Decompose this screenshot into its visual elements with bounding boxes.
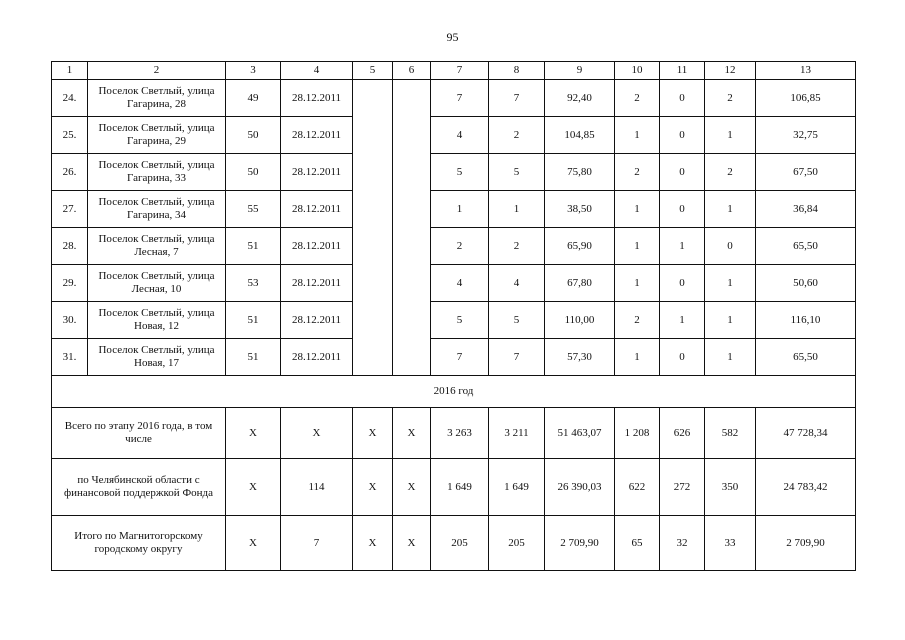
cell-col12: 1 (705, 117, 756, 154)
total-cell: 3 263 (431, 408, 489, 459)
cell-col3: 49 (226, 80, 281, 117)
table-row (52, 339, 856, 376)
cell-col13: 65,50 (756, 228, 856, 265)
row-number: 26. (52, 154, 88, 191)
cell-col8: 5 (489, 154, 545, 191)
total-row (52, 459, 856, 516)
total-cell: 622 (615, 459, 660, 516)
table-row (52, 191, 856, 228)
total-cell: X (393, 408, 431, 459)
cell-col9: 75,80 (545, 154, 615, 191)
address-cell: Поселок Светлый, улица Новая, 12 (88, 302, 226, 339)
cell-col10: 1 (615, 265, 660, 302)
cell-col8: 2 (489, 117, 545, 154)
total-cell: 32 (660, 516, 705, 571)
cell-col10: 2 (615, 154, 660, 191)
cell-col11: 0 (660, 339, 705, 376)
cell-col10: 2 (615, 302, 660, 339)
total-cell: 33 (705, 516, 756, 571)
header-cell: 13 (756, 62, 856, 80)
total-cell: X (393, 459, 431, 516)
total-cell: X (226, 408, 281, 459)
address-cell: Поселок Светлый, улица Гагарина, 33 (88, 154, 226, 191)
cell-col9: 57,30 (545, 339, 615, 376)
total-cell: 65 (615, 516, 660, 571)
cell-date: 28.12.2011 (281, 117, 353, 154)
table-row (52, 265, 856, 302)
total-cell: 1 208 (615, 408, 660, 459)
row-number: 31. (52, 339, 88, 376)
total-row (52, 516, 856, 571)
row-number: 30. (52, 302, 88, 339)
address-cell: Поселок Светлый, улица Лесная, 7 (88, 228, 226, 265)
total-cell: 350 (705, 459, 756, 516)
cell-col10: 1 (615, 228, 660, 265)
cell-col11: 1 (660, 228, 705, 265)
total-cell: 1 649 (431, 459, 489, 516)
cell-col13: 50,60 (756, 265, 856, 302)
cell-date: 28.12.2011 (281, 191, 353, 228)
housing-table (51, 61, 856, 571)
total-cell: X (353, 516, 393, 571)
header-cell: 2 (88, 62, 226, 80)
cell-col7: 5 (431, 302, 489, 339)
cell-col9: 110,00 (545, 302, 615, 339)
cell-col9: 65,90 (545, 228, 615, 265)
year-label: 2016 год (52, 376, 856, 408)
cell-col12: 1 (705, 191, 756, 228)
total-cell: 24 783,42 (756, 459, 856, 516)
cell-date: 28.12.2011 (281, 339, 353, 376)
total-cell: X (281, 408, 353, 459)
cell-col10: 1 (615, 339, 660, 376)
cell-col13: 106,85 (756, 80, 856, 117)
header-cell: 12 (705, 62, 756, 80)
total-cell: 2 709,90 (756, 516, 856, 571)
total-cell: 582 (705, 408, 756, 459)
header-cell: 1 (52, 62, 88, 80)
total-cell: X (226, 516, 281, 571)
cell-col8: 1 (489, 191, 545, 228)
total-cell: 3 211 (489, 408, 545, 459)
cell-date: 28.12.2011 (281, 265, 353, 302)
cell-date: 28.12.2011 (281, 80, 353, 117)
cell-date: 28.12.2011 (281, 228, 353, 265)
address-cell: Поселок Светлый, улица Гагарина, 29 (88, 117, 226, 154)
address-cell: Поселок Светлый, улица Новая, 17 (88, 339, 226, 376)
row-number: 29. (52, 265, 88, 302)
total-cell: X (353, 459, 393, 516)
cell-date: 28.12.2011 (281, 154, 353, 191)
total-cell: 1 649 (489, 459, 545, 516)
total-label: Итого по Магнитогорскому городскому округу (52, 516, 226, 571)
row-number: 25. (52, 117, 88, 154)
total-cell: 205 (489, 516, 545, 571)
cell-col9: 67,80 (545, 265, 615, 302)
cell-col3: 51 (226, 228, 281, 265)
total-cell: 205 (431, 516, 489, 571)
total-cell: 626 (660, 408, 705, 459)
total-cell: 26 390,03 (545, 459, 615, 516)
cell-col11: 0 (660, 80, 705, 117)
cell-col3: 51 (226, 302, 281, 339)
table-row (52, 302, 856, 339)
table-row (52, 228, 856, 265)
cell-col3: 53 (226, 265, 281, 302)
total-cell: 272 (660, 459, 705, 516)
total-label: Всего по этапу 2016 года, в том числе (52, 408, 226, 459)
header-cell: 7 (431, 62, 489, 80)
total-label: по Челябинской области с финансовой поддержкой Фонда (52, 459, 226, 516)
address-cell: Поселок Светлый, улица Лесная, 10 (88, 265, 226, 302)
cell-col7: 5 (431, 154, 489, 191)
row-number: 28. (52, 228, 88, 265)
total-cell: 47 728,34 (756, 408, 856, 459)
total-cell: X (226, 459, 281, 516)
column-number-header-row (52, 62, 856, 80)
cell-col11: 1 (660, 302, 705, 339)
year-section-row (52, 376, 856, 408)
cell-col8: 4 (489, 265, 545, 302)
cell-col11: 0 (660, 265, 705, 302)
page-number: 95 (446, 30, 459, 44)
address-cell: Поселок Светлый, улица Гагарина, 34 (88, 191, 226, 228)
cell-col7: 2 (431, 228, 489, 265)
header-cell: 5 (353, 62, 393, 80)
cell-col13: 65,50 (756, 339, 856, 376)
cell-col8: 5 (489, 302, 545, 339)
header-cell: 4 (281, 62, 353, 80)
total-cell: 51 463,07 (545, 408, 615, 459)
cell-col7: 4 (431, 117, 489, 154)
total-cell: X (393, 516, 431, 571)
header-cell: 11 (660, 62, 705, 80)
total-cell: X (353, 408, 393, 459)
cell-col7: 7 (431, 339, 489, 376)
total-row (52, 408, 856, 459)
total-cell: 2 709,90 (545, 516, 615, 571)
row-number: 24. (52, 80, 88, 117)
cell-col10: 2 (615, 80, 660, 117)
cell-col11: 0 (660, 154, 705, 191)
table-row (52, 117, 856, 154)
cell-col12: 0 (705, 228, 756, 265)
cell-col9: 104,85 (545, 117, 615, 154)
cell-col7: 7 (431, 80, 489, 117)
cell-col10: 1 (615, 191, 660, 228)
cell-col8: 7 (489, 339, 545, 376)
cell-col9: 38,50 (545, 191, 615, 228)
address-cell: Поселок Светлый, улица Гагарина, 28 (88, 80, 226, 117)
cell-col12: 1 (705, 339, 756, 376)
cell-col3: 51 (226, 339, 281, 376)
header-cell: 6 (393, 62, 431, 80)
cell-col12: 2 (705, 154, 756, 191)
cell-col13: 116,10 (756, 302, 856, 339)
cell-col12: 1 (705, 302, 756, 339)
header-cell: 3 (226, 62, 281, 80)
cell-col3: 50 (226, 117, 281, 154)
cell-col11: 0 (660, 191, 705, 228)
cell-col3: 50 (226, 154, 281, 191)
cell-col12: 1 (705, 265, 756, 302)
table-row (52, 80, 856, 117)
merged-empty-col6 (393, 80, 431, 376)
cell-col7: 1 (431, 191, 489, 228)
cell-col11: 0 (660, 117, 705, 154)
cell-col12: 2 (705, 80, 756, 117)
cell-col13: 36,84 (756, 191, 856, 228)
total-cell: 7 (281, 516, 353, 571)
cell-col9: 92,40 (545, 80, 615, 117)
header-cell: 9 (545, 62, 615, 80)
total-cell: 114 (281, 459, 353, 516)
cell-col3: 55 (226, 191, 281, 228)
cell-col8: 7 (489, 80, 545, 117)
cell-col8: 2 (489, 228, 545, 265)
cell-col13: 32,75 (756, 117, 856, 154)
header-cell: 10 (615, 62, 660, 80)
header-cell: 8 (489, 62, 545, 80)
merged-empty-col5 (353, 80, 393, 376)
cell-col7: 4 (431, 265, 489, 302)
cell-date: 28.12.2011 (281, 302, 353, 339)
cell-col13: 67,50 (756, 154, 856, 191)
table-row (52, 154, 856, 191)
row-number: 27. (52, 191, 88, 228)
cell-col10: 1 (615, 117, 660, 154)
